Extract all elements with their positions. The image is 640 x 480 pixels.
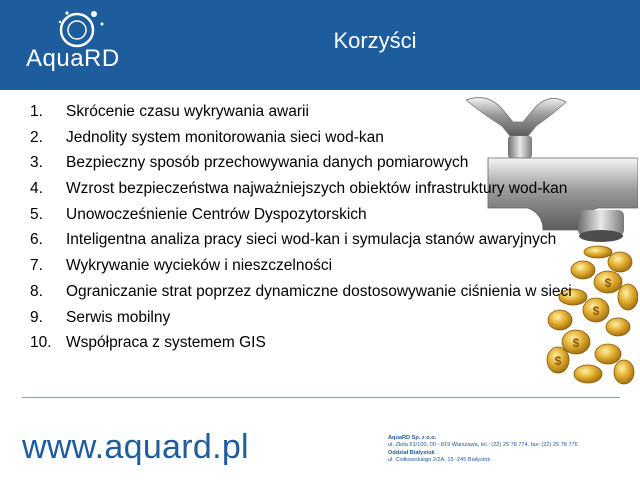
branch-address: ul. Ciołkowskiego 2/2A, 15 -245 Białystok <box>388 457 491 464</box>
list-item-number: 3. <box>30 154 43 172</box>
list-item <box>30 283 572 309</box>
list-item-text: Bezpieczny sposób przechowywania danych pomiarowych <box>66 154 469 172</box>
list-item-text: Serwis mobilny <box>66 308 171 326</box>
list-item-text: Skrócenie czasu wykrywania awarii <box>66 103 309 120</box>
company-name: AquaRD Sp. z o.o. <box>388 435 437 441</box>
list-item <box>30 129 572 155</box>
list-item <box>30 231 572 257</box>
list-item-number: 7. <box>30 257 43 275</box>
list-item-number: 6. <box>30 231 43 249</box>
benefits-list <box>30 103 572 360</box>
list-item <box>30 103 572 129</box>
list-item-text: Współpraca z systemem GIS <box>66 334 266 352</box>
list-item <box>30 206 572 232</box>
svg-text:$: $ <box>572 336 580 350</box>
list-item-number: 9. <box>30 308 43 326</box>
list-item-text: Ograniczanie strat poprzez dynamiczne dostosowywanie ciśnienia w sieci <box>66 282 572 300</box>
list-item <box>30 154 572 180</box>
header-bar <box>0 0 640 90</box>
list-item-number: 8. <box>30 282 43 300</box>
list-item <box>30 180 572 206</box>
list-item-number: 4. <box>30 180 43 198</box>
list-item-text: Inteligentna analiza pracy sieci wod-kan i symulacja stanów awaryjnych <box>66 231 557 249</box>
list-item-text: Unowocześnienie Centrów Dyspozytorskich <box>66 205 367 223</box>
list-item <box>30 309 572 335</box>
contact-info <box>388 435 578 465</box>
website-link[interactable]: www.aquard.pl <box>22 428 249 466</box>
logo-text: AquaRD <box>26 45 120 72</box>
list-item-number: 1. <box>30 103 43 120</box>
footer-divider <box>22 397 620 398</box>
list-item-text: Wykrywanie wycieków i nieszczelności <box>66 257 333 275</box>
list-item-number: 10. <box>30 334 52 352</box>
svg-text:$: $ <box>592 304 600 318</box>
list-item <box>30 257 572 283</box>
list-item-text: Wzrost bezpieczeństwa najważniejszych obiektów infrastruktury wod-kan <box>66 180 568 198</box>
svg-text:$: $ <box>604 276 612 290</box>
branch-name: Oddział Białystok <box>388 449 435 456</box>
list-item-number: 2. <box>30 128 43 146</box>
page-title: Korzyści <box>333 28 417 53</box>
company-address: ul. Złota 61/100, 00 - 819 Warszawa, tel.: (22) 25 78 774, fax: (22) 25 78 776 <box>388 442 578 449</box>
list-item <box>30 334 572 360</box>
list-item-number: 5. <box>30 205 43 223</box>
svg-text:$: $ <box>554 354 562 368</box>
list-item-text: Jednolity system monitorowania sieci wod-kan <box>66 128 384 146</box>
